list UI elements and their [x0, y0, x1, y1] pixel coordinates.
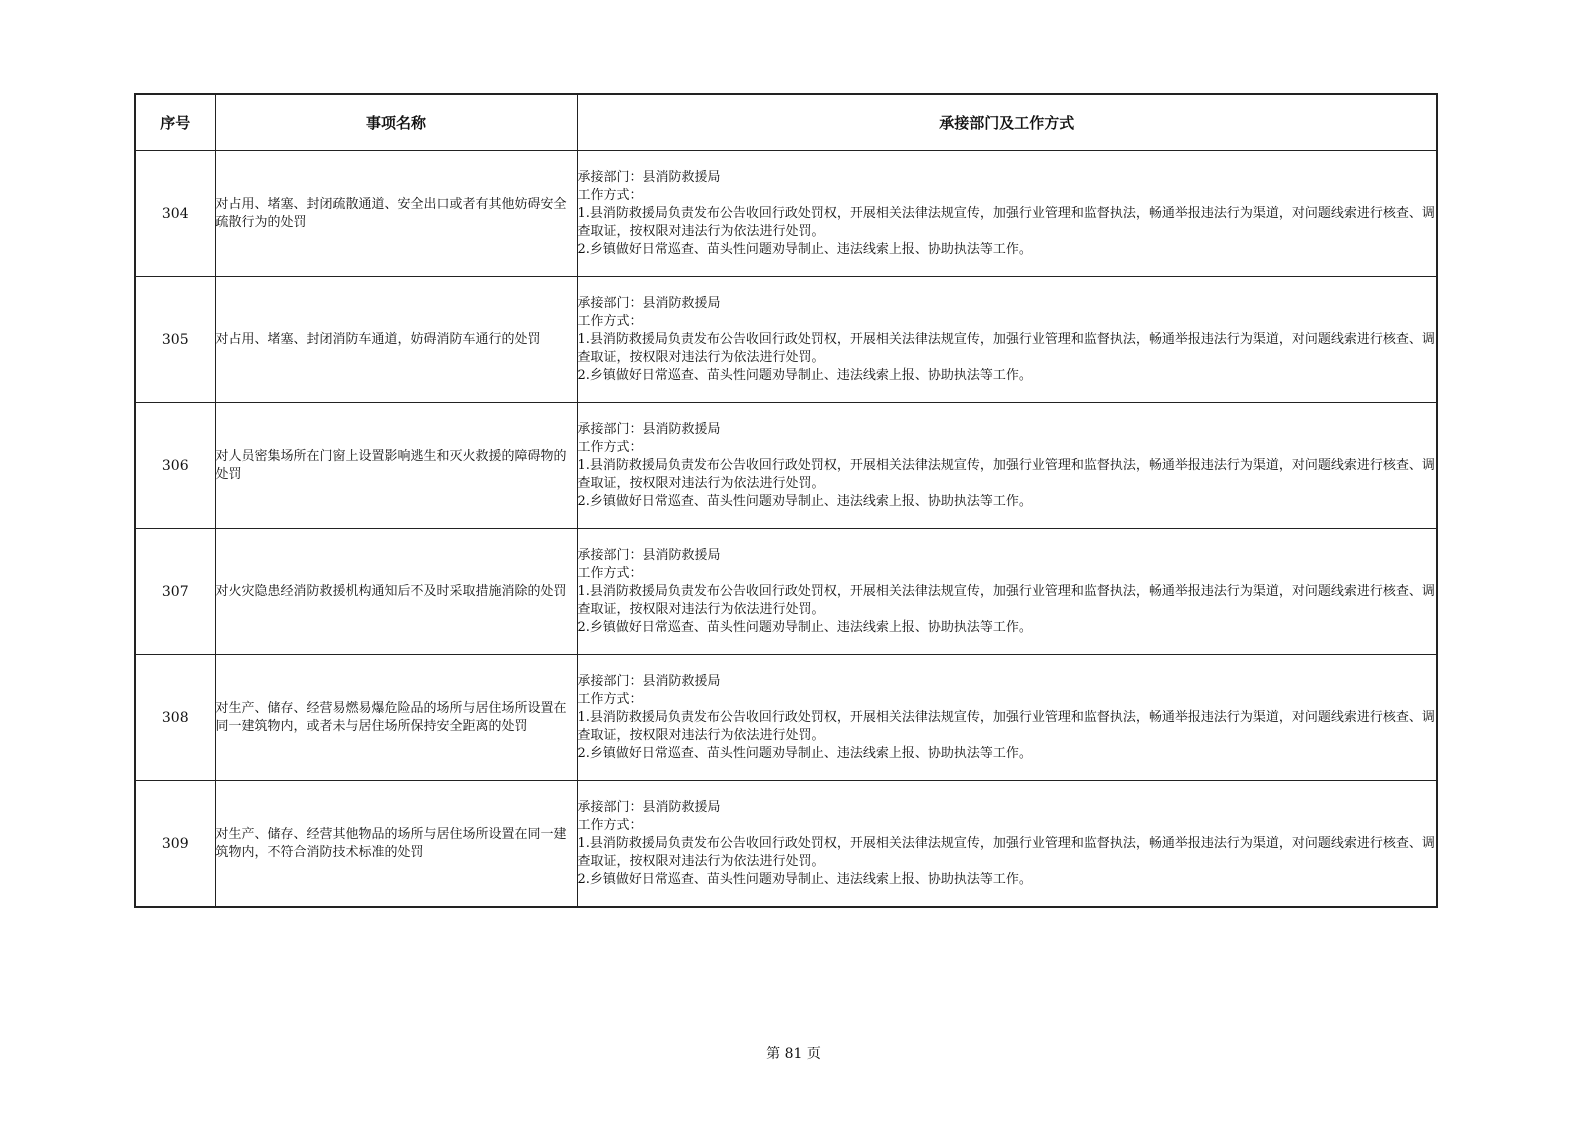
- table-row: [135, 529, 1437, 655]
- row-item-1: 1.县消防救援局负责发布公告收回行政处罚权，开展相关法律法规宣传，加强行业管理和监督执法，畅通举报违法行为渠道，对问题线索进行核查、调查取证，按权限对违法行为依法进行处罚。: [577, 331, 1435, 365]
- row-method: [577, 781, 1437, 908]
- row-name: 对人员密集场所在门窗上设置影响逃生和灭火救援的障碍物的处罚: [215, 403, 577, 529]
- header-num: 序号: [135, 94, 215, 151]
- row-mode-label: 工作方式：: [577, 565, 643, 581]
- row-item-2: 2.乡镇做好日常巡查、苗头性问题劝导制止、违法线索上报、协助执法等工作。: [577, 367, 1032, 383]
- row-item-2: 2.乡镇做好日常巡查、苗头性问题劝导制止、违法线索上报、协助执法等工作。: [577, 745, 1032, 761]
- table-row: [135, 151, 1437, 277]
- row-num: 308: [135, 655, 215, 781]
- row-method: [577, 151, 1437, 277]
- row-dept: 承接部门：县消防救援局: [577, 799, 721, 815]
- row-method: [577, 655, 1437, 781]
- row-num: 304: [135, 151, 215, 277]
- row-item-2: 2.乡镇做好日常巡查、苗头性问题劝导制止、违法线索上报、协助执法等工作。: [577, 619, 1032, 635]
- row-name: 对占用、堵塞、封闭消防车通道，妨碍消防车通行的处罚: [215, 277, 577, 403]
- row-mode-label: 工作方式：: [577, 313, 643, 329]
- row-item-2: 2.乡镇做好日常巡查、苗头性问题劝导制止、违法线索上报、协助执法等工作。: [577, 493, 1032, 509]
- row-mode-label: 工作方式：: [577, 817, 643, 833]
- row-num: 309: [135, 781, 215, 908]
- table-row: [135, 655, 1437, 781]
- table-row: [135, 781, 1437, 908]
- row-method: [577, 403, 1437, 529]
- table-row: [135, 277, 1437, 403]
- row-item-1: 1.县消防救援局负责发布公告收回行政处罚权，开展相关法律法规宣传，加强行业管理和监督执法，畅通举报违法行为渠道，对问题线索进行核查、调查取证，按权限对违法行为依法进行处罚。: [577, 835, 1435, 869]
- row-num: 307: [135, 529, 215, 655]
- row-name: 对火灾隐患经消防救援机构通知后不及时采取措施消除的处罚: [215, 529, 577, 655]
- row-dept: 承接部门：县消防救援局: [577, 169, 721, 185]
- row-mode-label: 工作方式：: [577, 439, 643, 455]
- row-item-1: 1.县消防救援局负责发布公告收回行政处罚权，开展相关法律法规宣传，加强行业管理和监督执法，畅通举报违法行为渠道，对问题线索进行核查、调查取证，按权限对违法行为依法进行处罚。: [577, 583, 1435, 617]
- header-row: [135, 94, 1437, 151]
- row-dept: 承接部门：县消防救援局: [577, 547, 721, 563]
- table-row: [135, 403, 1437, 529]
- row-method: [577, 529, 1437, 655]
- row-dept: 承接部门：县消防救援局: [577, 421, 721, 437]
- row-dept: 承接部门：县消防救援局: [577, 673, 721, 689]
- row-item-1: 1.县消防救援局负责发布公告收回行政处罚权，开展相关法律法规宣传，加强行业管理和监督执法，畅通举报违法行为渠道，对问题线索进行核查、调查取证，按权限对违法行为依法进行处罚。: [577, 709, 1435, 743]
- row-num: 306: [135, 403, 215, 529]
- row-name: 对生产、储存、经营其他物品的场所与居住场所设置在同一建筑物内，不符合消防技术标准的处罚: [215, 781, 577, 908]
- row-dept: 承接部门：县消防救援局: [577, 295, 721, 311]
- row-item-1: 1.县消防救援局负责发布公告收回行政处罚权，开展相关法律法规宣传，加强行业管理和监督执法，畅通举报违法行为渠道，对问题线索进行核查、调查取证，按权限对违法行为依法进行处罚。: [577, 205, 1435, 239]
- row-mode-label: 工作方式：: [577, 691, 643, 707]
- row-item-1: 1.县消防救援局负责发布公告收回行政处罚权，开展相关法律法规宣传，加强行业管理和监督执法，畅通举报违法行为渠道，对问题线索进行核查、调查取证，按权限对违法行为依法进行处罚。: [577, 457, 1435, 491]
- matters-table: [134, 93, 1438, 908]
- row-method: [577, 277, 1437, 403]
- header-method: 承接部门及工作方式: [577, 94, 1437, 151]
- row-name: 对生产、储存、经营易燃易爆危险品的场所与居住场所设置在同一建筑物内，或者未与居住场所保持安全距离的处罚: [215, 655, 577, 781]
- header-name: 事项名称: [215, 94, 577, 151]
- row-item-2: 2.乡镇做好日常巡查、苗头性问题劝导制止、违法线索上报、协助执法等工作。: [577, 871, 1032, 887]
- row-mode-label: 工作方式：: [577, 187, 643, 203]
- page-number: 第 81 页: [766, 1046, 821, 1062]
- row-item-2: 2.乡镇做好日常巡查、苗头性问题劝导制止、违法线索上报、协助执法等工作。: [577, 241, 1032, 257]
- row-name: 对占用、堵塞、封闭疏散通道、安全出口或者有其他妨碍安全疏散行为的处罚: [215, 151, 577, 277]
- row-num: 305: [135, 277, 215, 403]
